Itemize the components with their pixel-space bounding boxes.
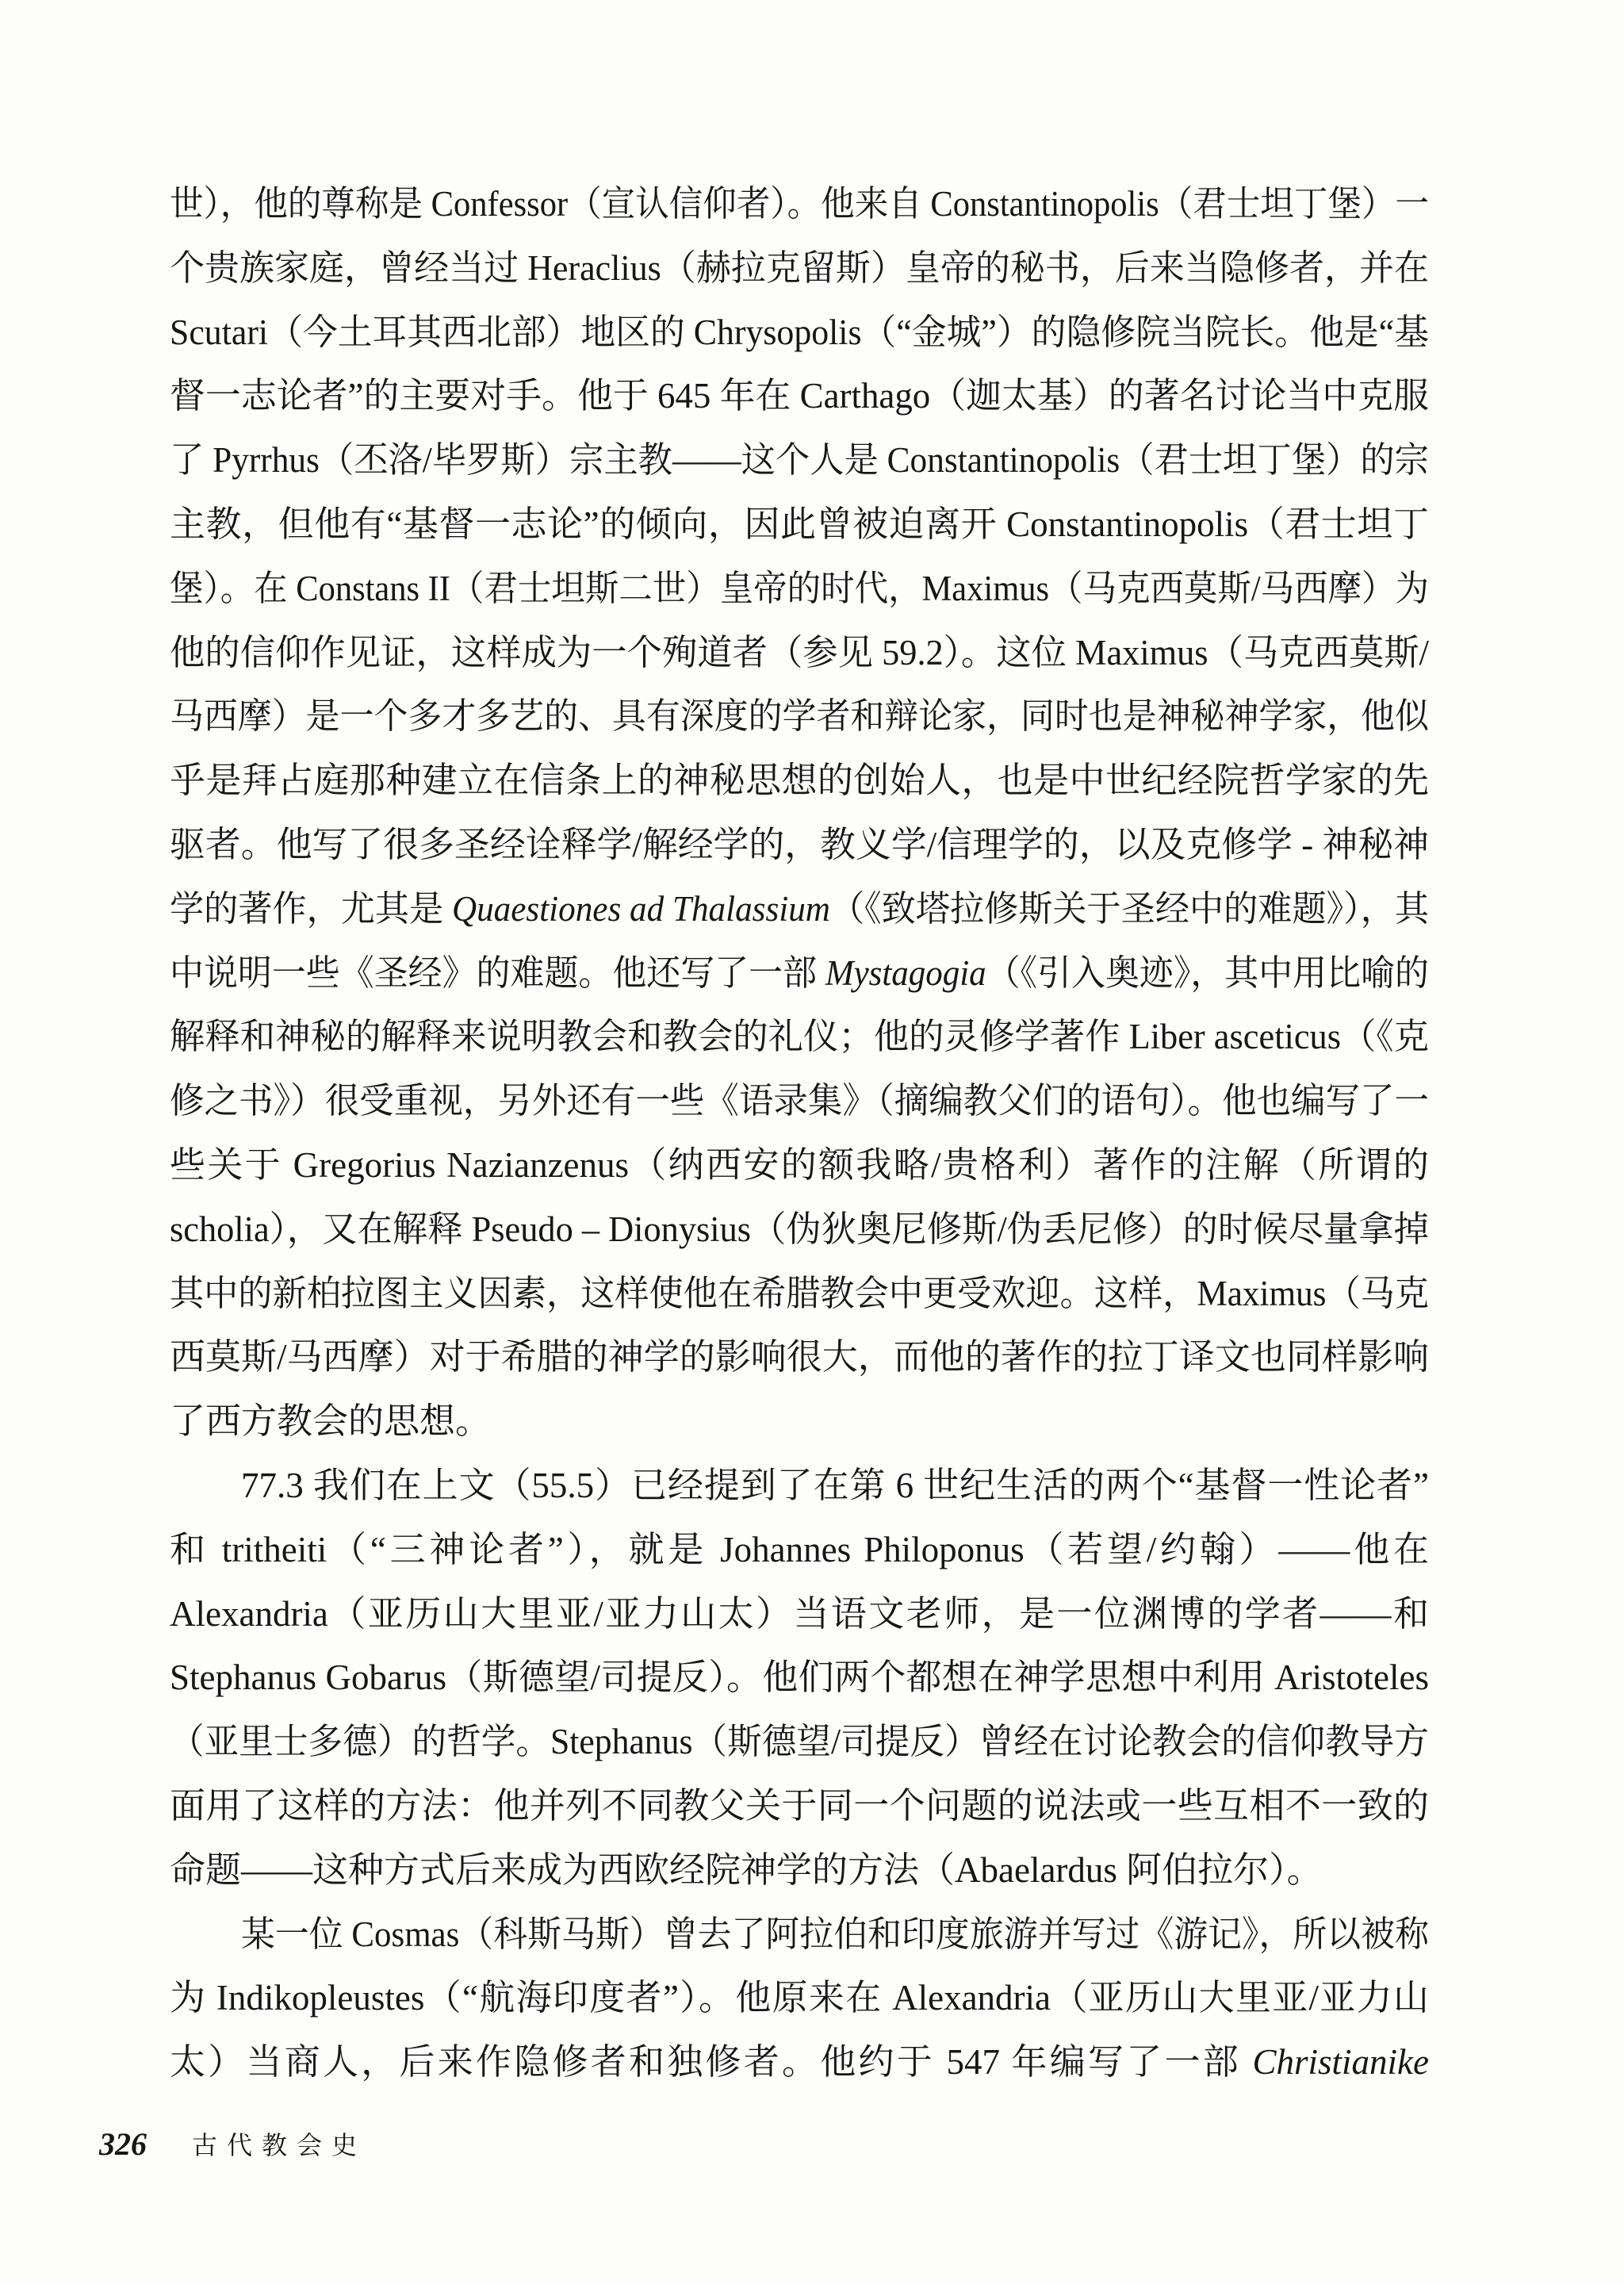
line-content [170,2042,1429,2082]
line-content [170,557,1429,621]
line-content [170,1337,1429,1377]
text-line [170,1325,1429,1389]
paragraph [170,1903,1429,2094]
text-segment: 乎是拜占庭那种建立在信条上的神秘思想的创始人，也是中世纪经院哲学家的先 [170,761,1429,801]
line-content [170,1594,1429,1634]
text-segment: 堡）。在 Constans II（君士坦斯二世）皇帝的时代，Maximus（马克西莫斯/马西摩）为 [170,568,1429,608]
text-line [170,1774,1429,1838]
line-content [170,1710,1429,1774]
text-line [170,684,1429,749]
text-line [170,2030,1429,2094]
line-content [170,1069,1429,1133]
line-content [170,1850,1323,1890]
text-segment: Scutari（今土耳其西北部）地区的 Chrysopolis（“金城”）的隐修院当院长。他是“基 [170,312,1429,352]
text-segment: Stephanus Gobarus（斯德望/司提反）。他们两个都想在神学思想中利用 Aristoteles [170,1657,1429,1698]
paragraph [170,1454,1429,1903]
text-segment: 了 Pyrrhus（丕洛/毕罗斯）宗主教——这个人是 Constantinopolis（君士坦丁堡）的宗 [170,440,1429,481]
line-content [170,877,1429,941]
line-content [170,1262,1429,1326]
text-segment: （《致塔拉修斯关于圣经中的难题》），其 [829,888,1429,929]
text-segment: scholia），又在解释 Pseudo – Dionysius（伪狄奥尼修斯/伪丢尼修）的时候尽量拿掉 [170,1209,1429,1249]
line-content [241,1903,1429,1967]
text-line [170,1389,1429,1454]
text-line [170,1198,1429,1262]
text-line [170,1582,1429,1646]
text-segment: （亚里士多德）的哲学。Stephanus（斯德望/司提反）曾经在讨论教会的信仰教导方 [170,1722,1429,1762]
text-line [170,877,1429,941]
text-segment: 马西摩）是一个多才多艺的、具有深度的学者和辩论家，同时也是神秘神学家，他似 [170,696,1429,737]
text-segment: 西莫斯/马西摩）对于希腊的神学的影响很大，而他的著作的拉丁译文也同样影响 [170,1337,1429,1378]
text-line [170,621,1429,685]
italic-work-title: Mystagogia [825,952,986,993]
text-segment: 和 tritheiti（“三神论者”），就是 Johannes Philoponus（若望/约翰）——他在 [170,1529,1429,1569]
text-segment: 命题——这种方式后来成为西欧经院神学的方法（Abaelardus 阿伯拉尔）。 [170,1849,1323,1890]
text-line [170,364,1429,428]
text-segment: 主教，但他有“基督一志论”的倾向，因此曾被迫离开 Constantinopolis（君士坦丁 [170,504,1429,544]
text-line [170,1838,1429,1903]
text-line [170,941,1429,1006]
line-content [170,761,1429,800]
text-segment: Alexandria（亚历山大里亚/亚力山太）当语文老师，是一位渊博的学者——和 [170,1593,1429,1634]
text-line [170,1262,1429,1326]
text-segment: 解释和神秘的解释来说明教会和教会的礼仪；他的灵修学著作 Liber asceticus（《克 [170,1017,1429,1057]
line-content [170,1005,1429,1069]
text-segment: 太）当商人，后来作隐修者和独修者。他约于 547 年编写了一部 [170,2042,1253,2083]
text-line [170,1903,1429,1967]
text-line [170,1454,1429,1518]
text-line [170,749,1429,813]
text-line [170,557,1429,621]
line-content [170,1145,1429,1185]
text-line [170,1710,1429,1774]
italic-work-title: Quaestiones ad Thalassium [451,888,830,929]
line-content [170,1786,1429,1826]
line-content [170,1978,1429,2018]
page-number: 326 [99,2126,147,2162]
text-segment: 77.3 我们在上文（55.5）已经提到了在第 6 世纪生活的两个“基督一性论者” [241,1465,1429,1505]
line-content [170,1401,491,1441]
text-segment: 驱者。他写了很多圣经诠释学/解经学的，教义学/信理学的，以及克修学 - 神秘神 [170,824,1429,864]
text-line [170,1518,1429,1582]
text-segment: 修之书》）很受重视，另外还有一些《语录集》（摘编教父们的语句）。他也编写了一 [170,1081,1429,1121]
text-line [170,813,1429,877]
running-title: 古代教会史 [192,2131,367,2159]
line-content [241,1466,1429,1505]
text-segment: 某一位 Cosmas（科斯马斯）曾去了阿拉伯和印度旅游并写过《游记》，所以被称 [241,1914,1429,1954]
text-line [170,492,1429,557]
text-body [170,172,1429,2094]
text-segment: 些关于 Gregorius Nazianzenus（纳西安的额我略/贵格利）著作的注解（所谓的 [170,1144,1429,1185]
text-segment: 中说明一些《圣经》的难题。他还写了一部 [170,952,825,993]
text-line [170,1005,1429,1069]
text-line [170,236,1429,301]
line-content [170,301,1429,365]
italic-work-title: Christianike [1252,2042,1429,2083]
text-segment: 个贵族家庭，曾经当过 Heraclius（赫拉克留斯）皇帝的秘书，后来当隐修者，并在 [170,247,1429,288]
text-line [170,1133,1429,1198]
line-content [170,684,1429,749]
text-segment: 他的信仰作见证，这样成为一个殉道者（参见 59.2）。这位 Maximus（马克西莫斯/ [170,632,1429,673]
text-segment: 面用了这样的方法：他并列不同教父关于同一个问题的说法或一些互相不一致的 [170,1785,1429,1826]
line-content [170,172,1429,236]
line-content [170,236,1429,301]
line-content [170,1530,1429,1569]
text-segment: 学的著作，尤其是 [170,888,452,929]
text-segment: 了西方教会的思想。 [170,1401,492,1442]
line-content [170,941,1429,1006]
paragraph [170,172,1429,1454]
line-content [170,621,1429,685]
text-segment: （《引入奥迹》，其中用比喻的 [986,952,1429,993]
text-line [170,1966,1429,2030]
text-line [170,301,1429,365]
text-segment: 督一志论者”的主要对手。他于 645 年在 Carthago（迦太基）的著名讨论当中克服 [170,376,1429,416]
line-content [170,364,1429,428]
text-segment: 为 Indikopleustes（“航海印度者”）。他原来在 Alexandria（亚历山大里亚/亚力山 [170,1978,1429,2018]
text-line [170,1069,1429,1133]
line-content [170,504,1429,544]
text-line [170,172,1429,236]
line-content [170,813,1429,877]
text-line [170,1646,1429,1710]
line-content [170,428,1429,492]
line-content [170,1657,1429,1697]
text-line [170,428,1429,492]
line-content [170,1198,1429,1262]
text-segment: 世），他的尊称是 Confessor（宣认信仰者）。他来自 Constantinopolis（君士坦丁堡）一 [170,184,1429,224]
text-segment: 其中的新柏拉图主义因素，这样使他在希腊教会中更受欢迎。这样，Maximus（马克 [170,1273,1429,1313]
